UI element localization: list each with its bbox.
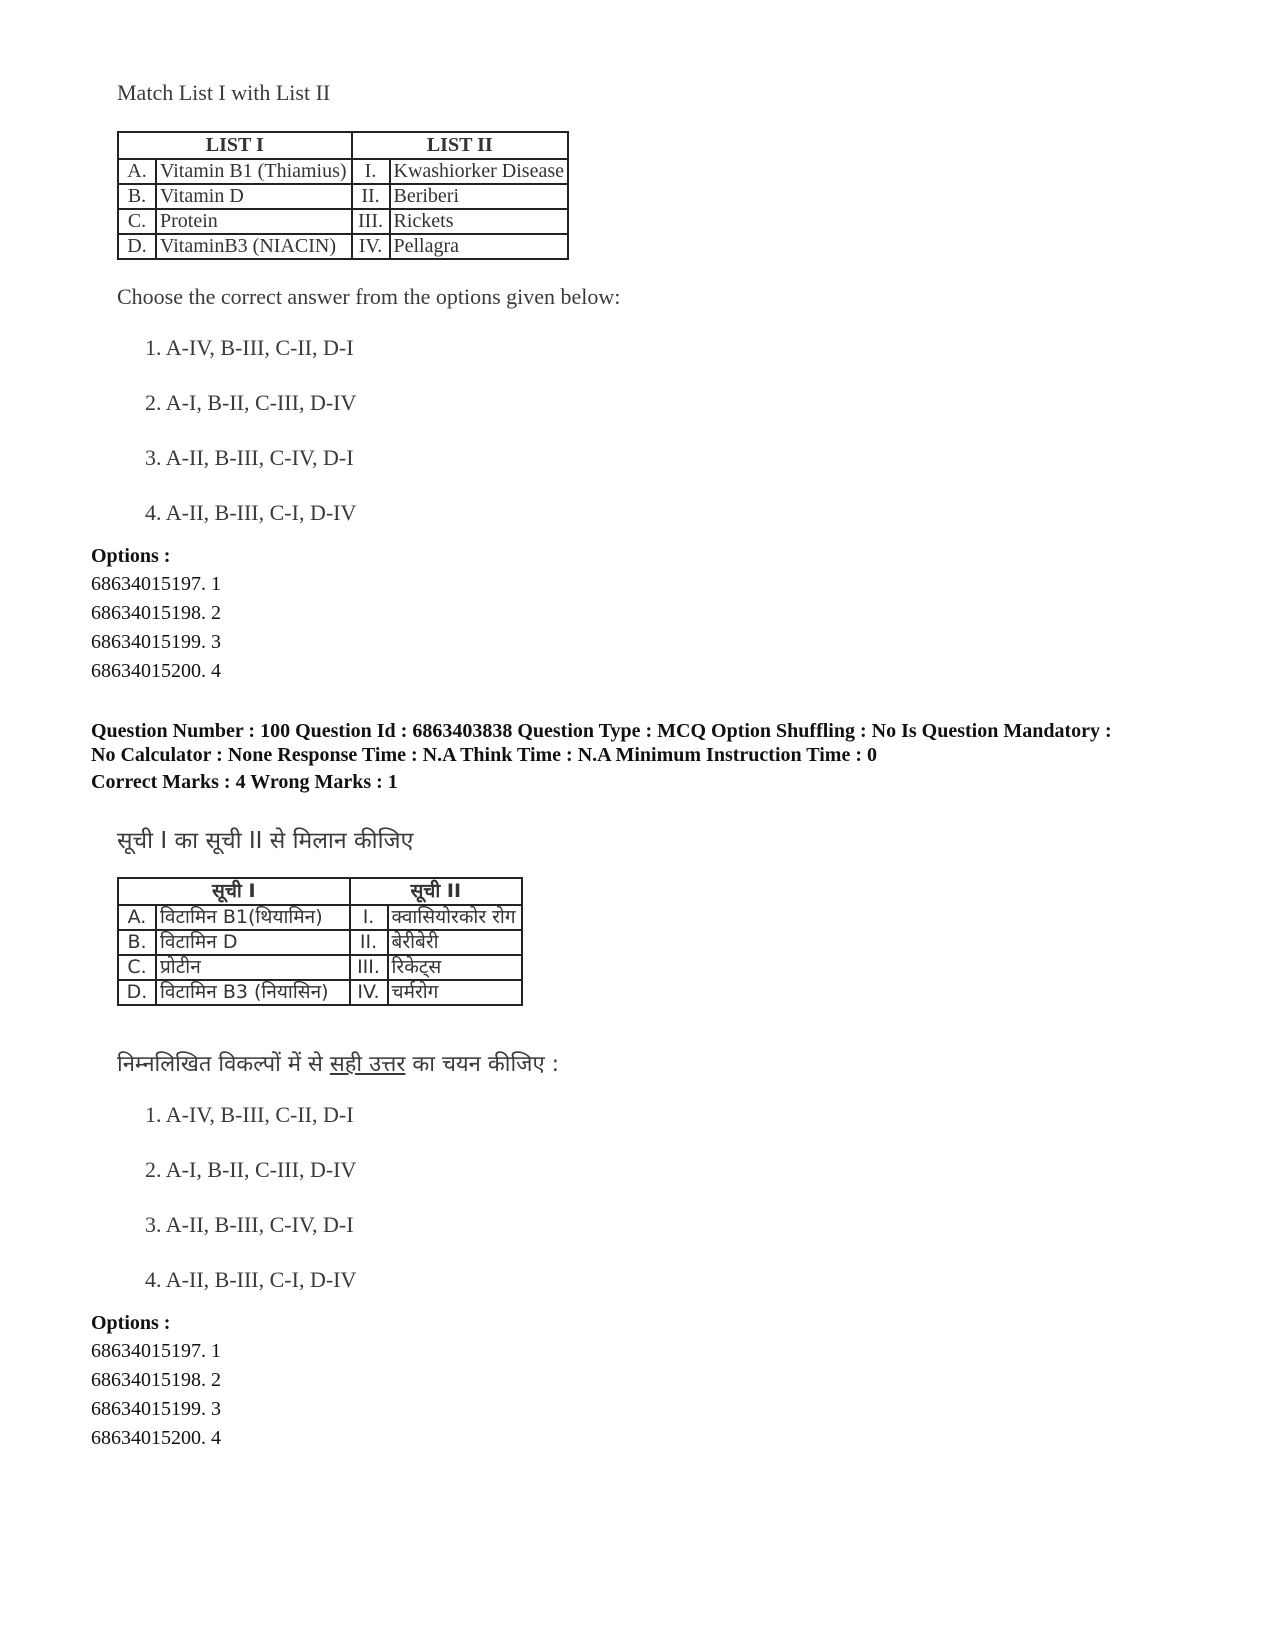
choice-item: 3. A-II, B-III, C-IV, D-I	[145, 445, 354, 470]
list-ii-header: LIST II	[352, 132, 569, 159]
table-row	[118, 209, 568, 234]
row-right-item: क्वासियोरकोर रोग	[388, 905, 522, 930]
row-numeral: I.	[352, 159, 390, 184]
row-numeral: I.	[350, 905, 388, 930]
list-i-header: LIST I	[118, 132, 352, 159]
q1-choose-instruction: Choose the correct answer from the options given below:	[117, 284, 621, 309]
q2-option-ids	[91, 1337, 221, 1453]
row-left-item: Vitamin B1 (Thiamius)	[156, 159, 352, 184]
choice-item: 4. A-II, B-III, C-I, D-IV	[145, 500, 357, 525]
row-letter: A.	[118, 159, 156, 184]
table-row	[118, 930, 522, 955]
q2-prompt: सूची I का सूची II से मिलान कीजिए	[117, 828, 414, 854]
row-numeral: III.	[350, 955, 388, 980]
row-numeral: IV.	[350, 980, 388, 1005]
row-left-item: VitaminB3 (NIACIN)	[156, 234, 352, 259]
row-letter: D.	[118, 980, 156, 1005]
row-letter: B.	[118, 930, 156, 955]
row-numeral: II.	[352, 184, 390, 209]
row-letter: D.	[118, 234, 156, 259]
option-id-item: 68634015200. 4	[91, 660, 221, 682]
q2-options-label: Options :	[91, 1312, 171, 1334]
meta-line: Question Number : 100 Question Id : 6863403838 Question Type : MCQ Option Shuffling : No Is Question Mandatory :	[91, 720, 1112, 742]
row-letter: A.	[118, 905, 156, 930]
row-left-item: Vitamin D	[156, 184, 352, 209]
q1-match-table	[117, 131, 569, 260]
row-letter: C.	[118, 209, 156, 234]
choose-text-pre: निम्नलिखित विकल्पों में से	[117, 1052, 330, 1077]
choice-item: 2. A-I, B-II, C-III, D-IV	[145, 390, 357, 415]
option-id-item: 68634015200. 4	[91, 1427, 221, 1449]
row-left-item: विटामिन D	[156, 930, 350, 955]
row-left-item: Protein	[156, 209, 352, 234]
option-id-item: 68634015199. 3	[91, 631, 221, 653]
q1-prompt: Match List I with List II	[117, 80, 331, 105]
table-header-row	[118, 878, 522, 905]
option-id-item: 68634015197. 1	[91, 573, 221, 595]
row-right-item: Rickets	[390, 209, 569, 234]
q2-choose-instruction	[117, 1048, 559, 1078]
choice-item: 1. A-IV, B-III, C-II, D-I	[145, 335, 354, 360]
q2-match-table	[117, 877, 523, 1006]
list-i-header: सूची I	[118, 878, 350, 905]
option-id-item: 68634015199. 3	[91, 1398, 221, 1420]
option-id-item: 68634015198. 2	[91, 602, 221, 624]
row-numeral: II.	[350, 930, 388, 955]
q1-option-ids	[91, 570, 221, 686]
row-left-item: प्रोटीन	[156, 955, 350, 980]
question-meta	[91, 719, 1112, 794]
row-letter: B.	[118, 184, 156, 209]
q1-choices	[145, 335, 356, 555]
row-right-item: Kwashiorker Disease	[390, 159, 569, 184]
row-right-item: चर्मरोग	[388, 980, 522, 1005]
q2-choices	[145, 1102, 356, 1322]
option-id-item: 68634015197. 1	[91, 1340, 221, 1362]
q1-options-label: Options :	[91, 545, 171, 567]
option-id-item: 68634015198. 2	[91, 1369, 221, 1391]
row-left-item: विटामिन B1(थियामिन)	[156, 905, 350, 930]
choice-item: 1. A-IV, B-III, C-II, D-I	[145, 1102, 354, 1127]
choice-item: 3. A-II, B-III, C-IV, D-I	[145, 1212, 354, 1237]
table-row	[118, 955, 522, 980]
list-ii-header: सूची II	[350, 878, 522, 905]
meta-line: No Calculator : None Response Time : N.A Think Time : N.A Minimum Instruction Time : 0	[91, 744, 877, 766]
table-row	[118, 905, 522, 930]
table-row	[118, 159, 568, 184]
choose-text-post: का चयन कीजिए :	[405, 1052, 560, 1077]
row-right-item: बेरीबेरी	[388, 930, 522, 955]
choice-item: 4. A-II, B-III, C-I, D-IV	[145, 1267, 357, 1292]
table-row	[118, 980, 522, 1005]
row-right-item: Pellagra	[390, 234, 569, 259]
row-left-item: विटामिन B3 (नियासिन)	[156, 980, 350, 1005]
row-right-item: Beriberi	[390, 184, 569, 209]
table-row	[118, 234, 568, 259]
marks-line: Correct Marks : 4 Wrong Marks : 1	[91, 771, 398, 793]
row-numeral: IV.	[352, 234, 390, 259]
table-row	[118, 184, 568, 209]
table-header-row	[118, 132, 568, 159]
choose-text-underlined: सही उत्तर	[329, 1052, 406, 1077]
row-right-item: रिकेट्स	[388, 955, 522, 980]
row-numeral: III.	[352, 209, 390, 234]
choice-item: 2. A-I, B-II, C-III, D-IV	[145, 1157, 357, 1182]
row-letter: C.	[118, 955, 156, 980]
